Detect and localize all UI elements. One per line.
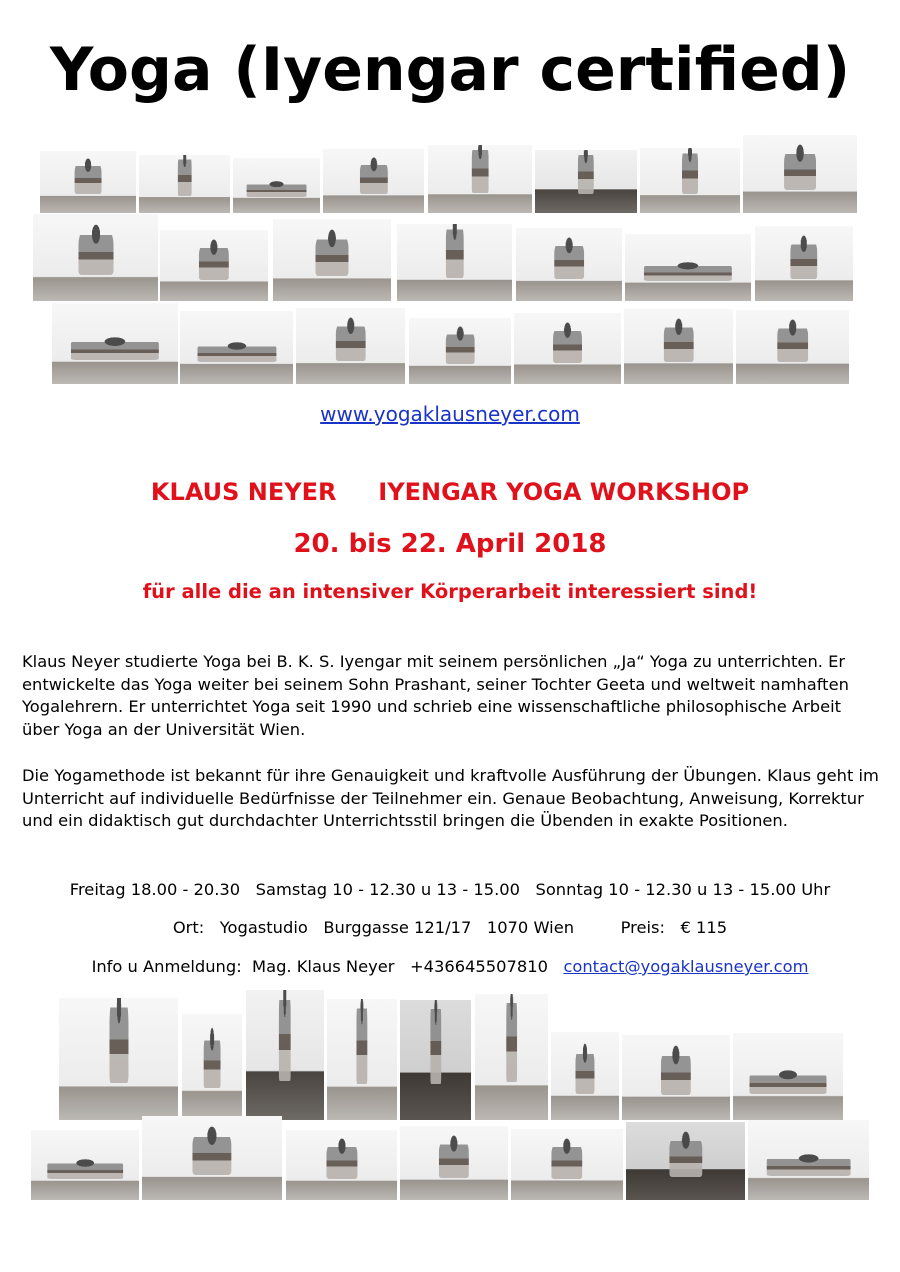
yoga-pose-photo (142, 1116, 282, 1200)
contact-email-link[interactable]: contact@yogaklausneyer.com (563, 957, 809, 976)
yoga-pose-photo (33, 214, 158, 301)
yoga-pose-photo (736, 310, 849, 384)
method-paragraph: Die Yogamethode ist bekannt für ihre Genauigkeit und kraftvolle Ausführung der Übungen. Klaus geht im Unterricht auf individuelle Bedürfnisse der Teilnehmer ein. Genaue Beobachtung, Anweisung, Korrektur und ein didaktisch gut durchdachter Unterrichtsstil bringen die Übenden in exakte Positionen. (22, 766, 879, 830)
bio-paragraph: Klaus Neyer studierte Yoga bei B. K. S. Iyengar mit seinem persönlichen „Ja“ Yoga zu unterrichten. Er entwickelte das Yoga weiter bei seinem Sohn Prashant, seiner Tochter Geeta und weltweit namhaften Yogalehrern. Er unterrichtet Yoga seit 1990 und schrieb eine wissenschaftliche philosophische Arbeit über Yoga an der Universität Wien. (22, 652, 849, 739)
yoga-pose-photo (624, 309, 733, 384)
yoga-pose-photo (59, 998, 178, 1120)
yoga-pose-photo (625, 234, 751, 301)
yoga-pose-photo (400, 1126, 508, 1200)
yoga-pose-photo (743, 135, 857, 213)
yoga-pose-photo (626, 1122, 745, 1200)
yoga-pose-photo (286, 1130, 397, 1200)
yoga-pose-photo (160, 230, 268, 301)
yoga-pose-photo (400, 1000, 471, 1120)
location-line: Ort: Yogastudio Burggasse 121/17 1070 Wien Preis: € 115 (172, 918, 728, 937)
yoga-pose-photo (640, 148, 740, 213)
yoga-pose-photo (40, 151, 136, 213)
yoga-pose-photo (273, 219, 391, 301)
yoga-pose-photo (755, 226, 853, 301)
yoga-pose-photo (397, 224, 512, 301)
yoga-pose-photo (139, 155, 230, 213)
yoga-pose-photo (551, 1032, 619, 1120)
workshop-headline: KLAUS NEYER IYENGAR YOGA WORKSHOP (150, 478, 750, 506)
yoga-pose-photo (233, 158, 320, 213)
yoga-pose-photo (748, 1120, 869, 1200)
yoga-pose-photo (428, 145, 532, 213)
yoga-pose-photo (733, 1033, 843, 1120)
yoga-pose-photo (511, 1129, 623, 1200)
yoga-pose-photo (323, 149, 424, 213)
page-title: Yoga (Iyengar certified) (49, 35, 851, 105)
yoga-pose-photo (180, 311, 293, 384)
yoga-pose-photo (182, 1014, 242, 1120)
yoga-pose-photo (516, 228, 622, 301)
yoga-pose-photo (31, 1130, 139, 1200)
yoga-pose-photo (514, 313, 621, 384)
schedule-line: Freitag 18.00 - 20.30 Samstag 10 - 12.30 u 13 - 15.00 Sonntag 10 - 12.30 u 13 - 15.00 Uhr (69, 880, 831, 899)
yoga-pose-photo (246, 990, 324, 1120)
yoga-pose-photo (296, 308, 405, 384)
workshop-tagline: für alle die an intensiver Körperarbeit interessiert sind! (142, 580, 758, 603)
workshop-dates: 20. bis 22. April 2018 (293, 529, 607, 559)
yoga-pose-photo (535, 150, 637, 213)
website-link[interactable]: www.yogaklausneyer.com (320, 402, 580, 426)
yoga-pose-photo (409, 318, 511, 384)
yoga-pose-photo (475, 994, 548, 1120)
info-label: Info u Anmeldung: Mag. Klaus Neyer +436645507810 (91, 957, 564, 976)
yoga-pose-photo (622, 1035, 730, 1120)
yoga-pose-photo (327, 999, 397, 1120)
yoga-pose-photo (52, 303, 178, 384)
info-line (0, 957, 900, 976)
